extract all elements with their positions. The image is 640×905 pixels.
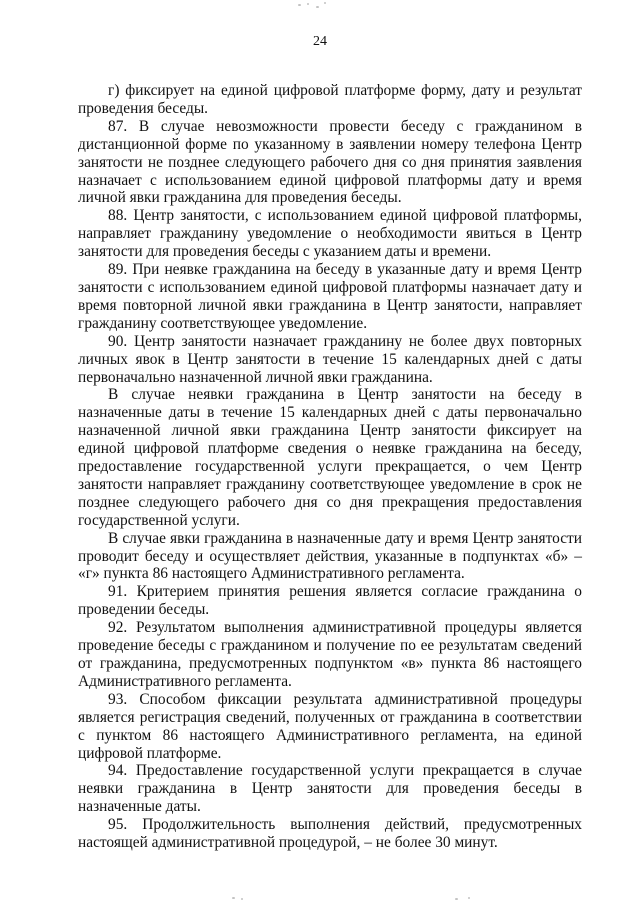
- scan-artifact-top: [307, 3, 309, 5]
- paragraph-91: 91. Критерием принятия решения является согласие гражданина о проведении беседы.: [78, 583, 582, 619]
- paragraph-item-g: г) фиксирует на единой цифровой платформе форму, дату и результат проведения беседы.: [78, 82, 582, 117]
- scan-artifact-bottom: [468, 897, 470, 899]
- paragraph-95: 95. Продолжительность выполнения действий, предусмотренных настоящей административной процедурой, – не более 30 минут.: [78, 816, 582, 852]
- scan-artifact-top: [298, 4, 301, 6]
- paragraph-90: 90. Центр занятости назначает гражданину не более двух повторных личных явок в Центр занятости в течение 15 календарных дней с даты первоначально назначенной личной явки гражданина.: [78, 332, 582, 386]
- scan-artifact-bottom: [232, 897, 235, 899]
- document-body: [78, 82, 582, 852]
- paragraph-93: 93. Способом фиксации результата административной процедуры является регистрация сведений, полученных от гражданина в соответствии с пунктом 86 настоящего Административного регламента, на единой цифровой платформе.: [78, 690, 582, 762]
- paragraph-88: 88. Центр занятости, с использованием единой цифровой платформы, направляет гражданину уведомление о необходимости явиться в Центр занятости для проведения беседы с указанием даты и времени.: [78, 207, 582, 261]
- scan-artifact-top: [324, 2, 326, 4]
- paragraph-89: 89. При неявке гражданина на беседу в указанные дату и время Центр занятости с использованием единой цифровой платформы назначает дату и время повторной личной явки гражданина в Центр занятости, направляет гражданину соответствующее уведомление.: [78, 261, 582, 332]
- paragraph-90-attendance: В случае явки гражданина в назначенные дату и время Центр занятости проводит беседу и осуществляет действия, указанные в подпунктах «б» – «г» пункта 86 настоящего Административного регламента.: [78, 529, 582, 583]
- paragraph-94: 94. Предоставление государственной услуги прекращается в случае неявки гражданина в Центр занятости для проведения беседы в назначенные даты.: [78, 762, 582, 816]
- paragraph-87: 87. В случае невозможности провести беседу с гражданином в дистанционной форме по указанному в заявлении номеру телефона Центр занятости не позднее следующего рабочего дня со дня принятия заявления назначает с использованием единой цифровой платформы дату и время личной явки гражданина для проведения беседы.: [78, 117, 582, 207]
- scan-artifact-top: [316, 6, 319, 8]
- scan-artifact-bottom: [455, 898, 458, 900]
- scan-artifact-bottom: [241, 898, 243, 900]
- paragraph-90-no-show: В случае неявки гражданина в Центр занятости на беседу в назначенные даты в течение 15 календарных дней с даты первоначально назначенной личной явки гражданина Центр занятости фиксирует на единой цифровой платформе сведения о неявке гражданина на беседу, предоставление государственной услуги прекращается, о чем Центр занятости направляет гражданину соответствующее уведомление в срок не позднее следующего рабочего дня со дня прекращения предоставления государственной услуги.: [78, 386, 582, 529]
- paragraph-92: 92. Результатом выполнения административной процедуры является проведение беседы с гражданином и получение по ее результатам сведений от гражданина, предусмотренных подпунктом «в» пункта 86 настоящего Административного регламента.: [78, 619, 582, 690]
- page-number: 24: [313, 34, 327, 49]
